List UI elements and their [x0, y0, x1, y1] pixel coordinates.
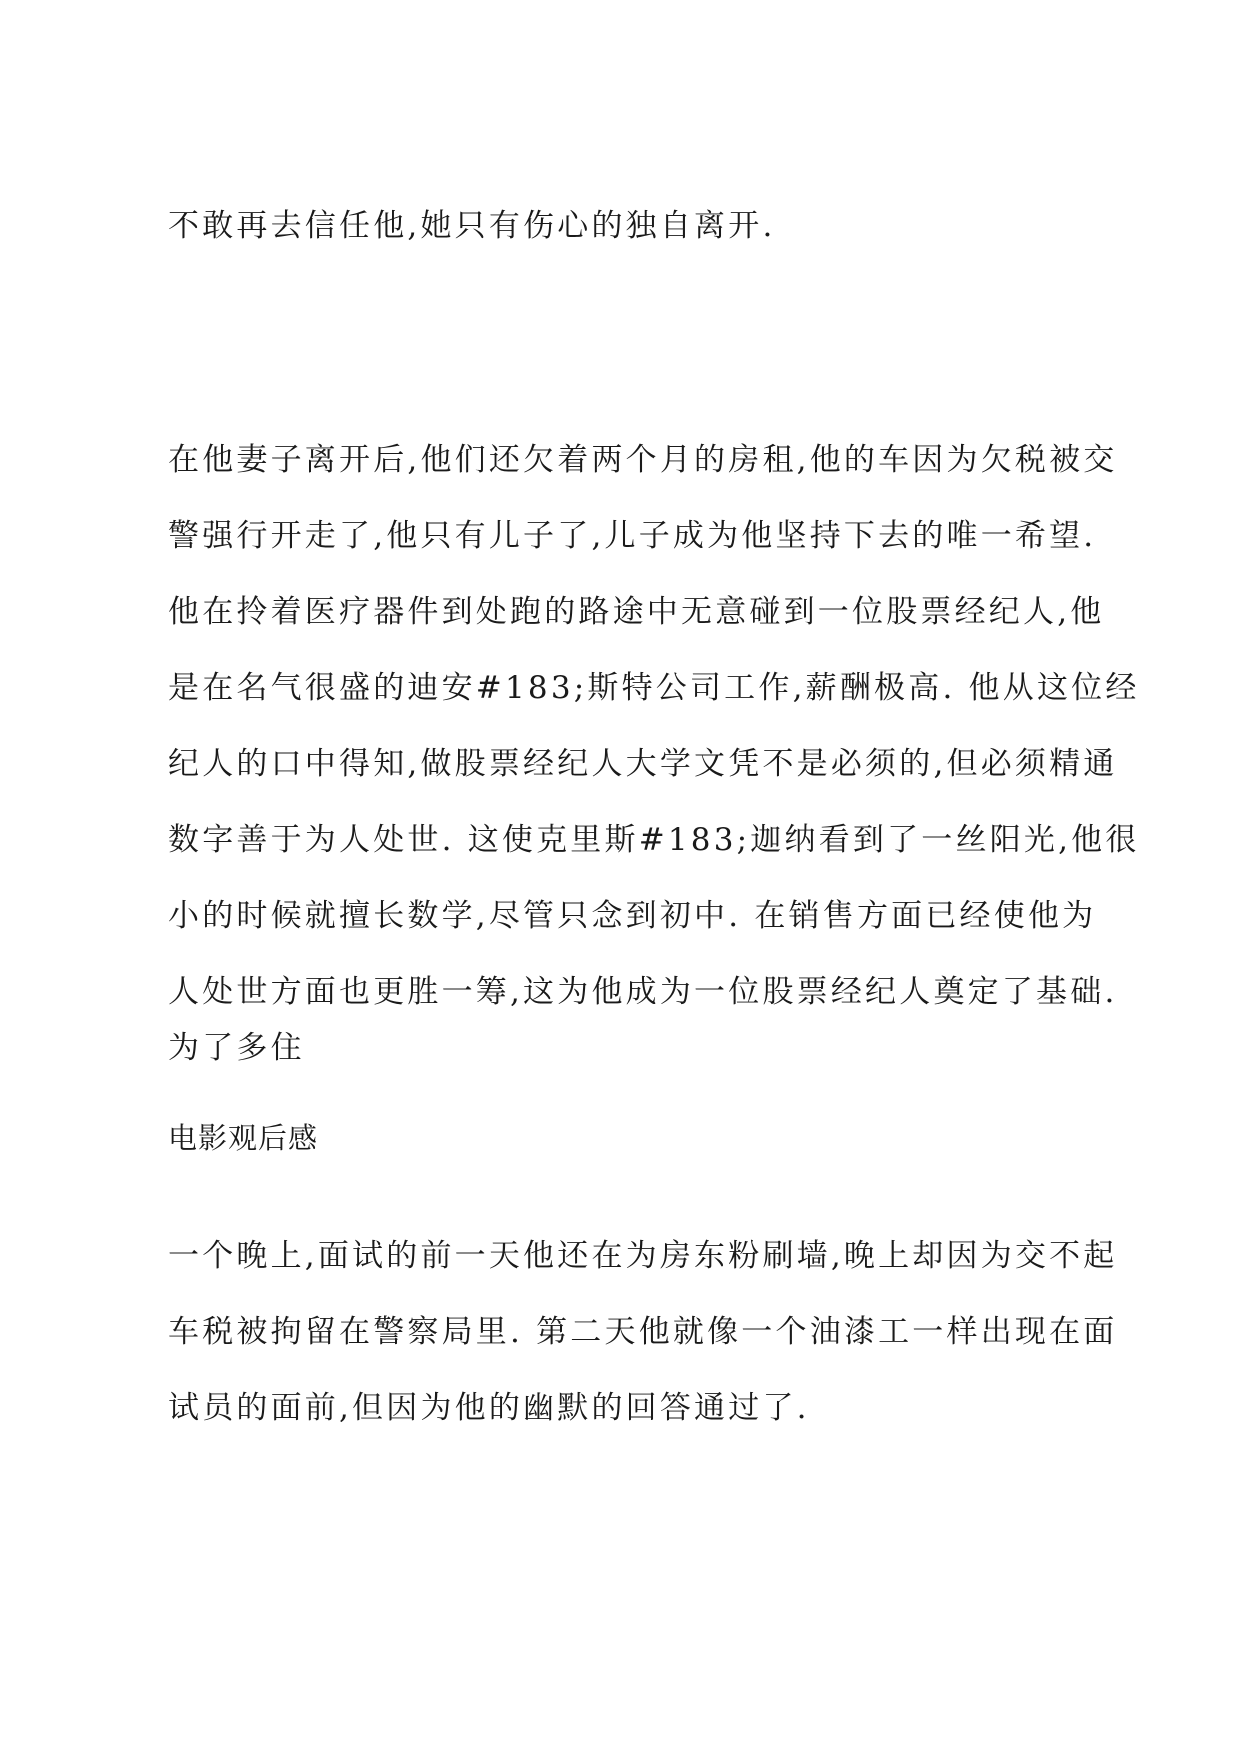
paragraph-1-line: 不敢再去信任他,她只有伤心的独自离开. [168, 208, 776, 244]
paragraph-3-line: 车税被拘留在警察局里. 第二天他就像一个油漆工一样出现在面 [168, 1314, 1118, 1350]
paragraph-3-line: 试员的面前,但因为他的幽默的回答通过了. [168, 1390, 810, 1426]
paragraph-2-line: 警强行开走了,他只有儿子了,儿子成为他坚持下去的唯一希望. [168, 518, 1097, 554]
paragraph-2-line: 为了多住 [168, 1030, 305, 1066]
paragraph-2-line: 小的时候就擅长数学,尽管只念到初中. 在销售方面已经使他为 [168, 898, 1097, 934]
paragraph-2-line: 是在名气很盛的迪安#183;斯特公司工作,薪酬极高. 他从这位经 [168, 670, 1140, 706]
paragraph-2-line: 在他妻子离开后,他们还欠着两个月的房租,他的车因为欠税被交 [168, 442, 1118, 478]
paragraph-2-line: 数字善于为人处世. 这使克里斯#183;迦纳看到了一丝阳光,他很 [168, 822, 1140, 858]
section-heading: 电影观后感 [168, 1121, 319, 1155]
paragraph-3-line: 一个晚上,面试的前一天他还在为房东粉刷墙,晚上却因为交不起 [168, 1238, 1118, 1274]
paragraph-2-line: 人处世方面也更胜一筹,这为他成为一位股票经纪人奠定了基础. [168, 974, 1118, 1010]
paragraph-2-line: 纪人的口中得知,做股票经纪人大学文凭不是必须的,但必须精通 [168, 746, 1118, 782]
paragraph-2-line: 他在拎着医疗器件到处跑的路途中无意碰到一位股票经纪人,他 [168, 594, 1105, 630]
